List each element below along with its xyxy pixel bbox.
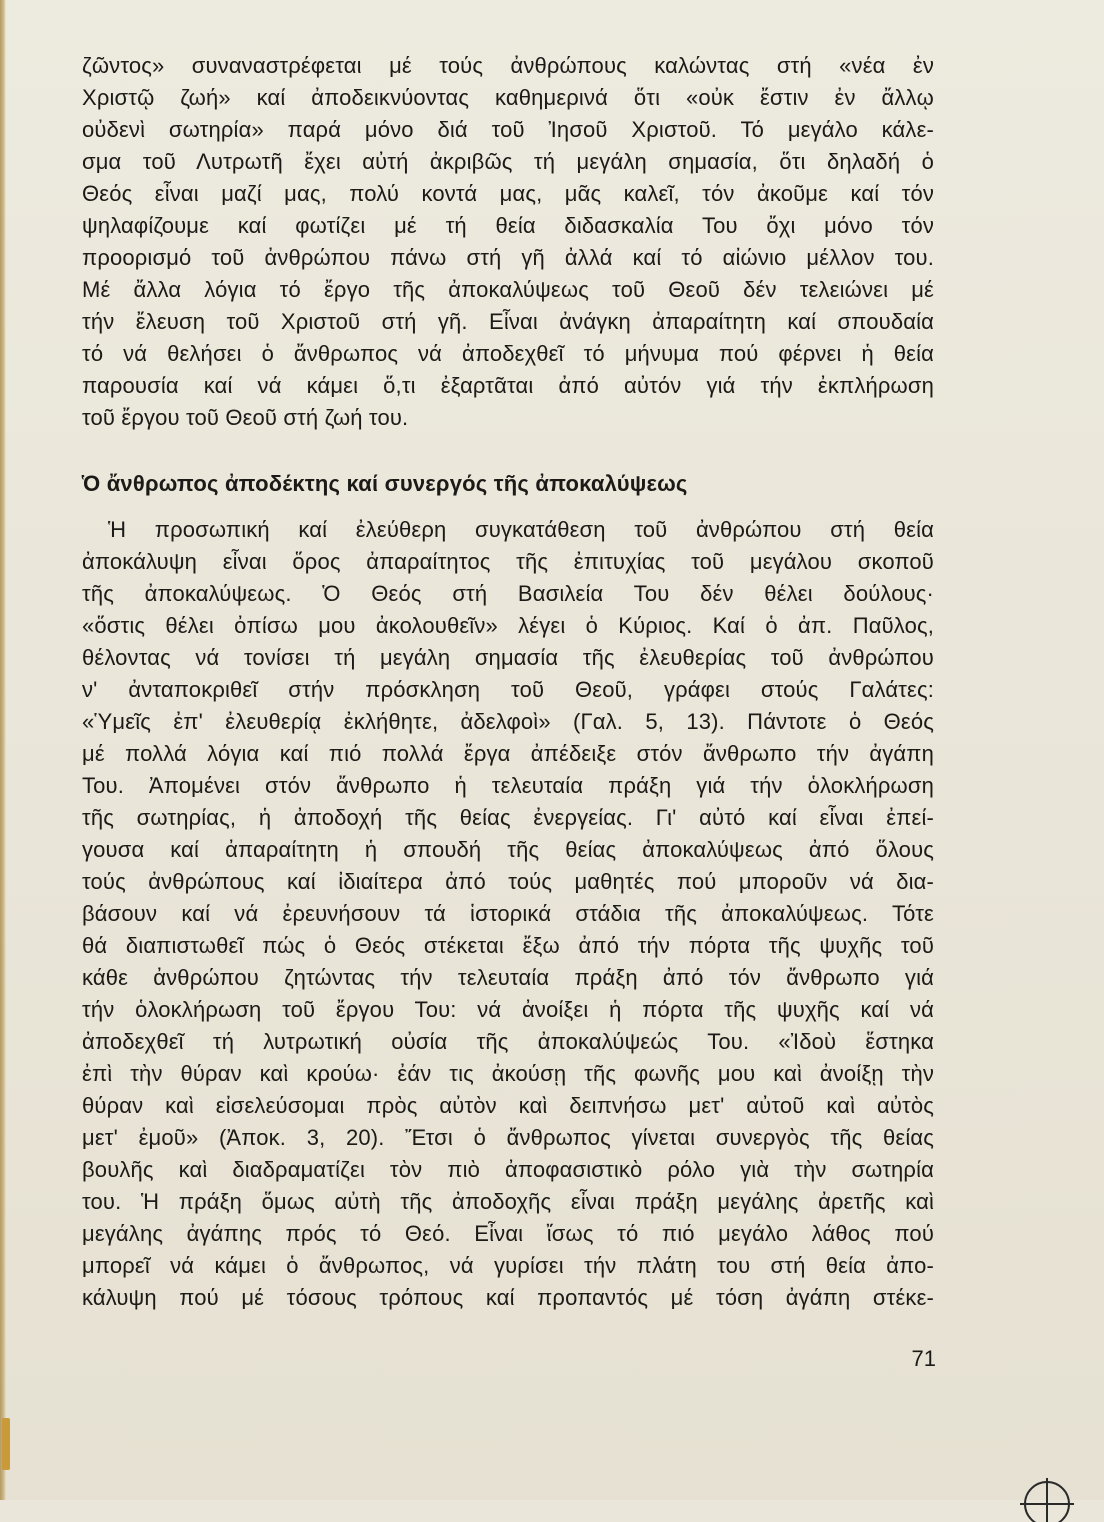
text-line: τῆς ἀποκαλύψεως. Ὁ Θεός στή Βασιλεία Του δέν θέλει δούλους· — [82, 581, 934, 606]
paragraph-main — [82, 514, 934, 1314]
text-line: θύραν καὶ εἰσελεύσομαι πρὸς αὐτὸν καὶ δειπνήσω μετ' αὐτοῦ καὶ αὐτὸς — [82, 1093, 934, 1118]
text-line: κάθε ἀνθρώπου ζητώντας τήν τελευταία πράξη ἀπό τόν ἄνθρωπο γιά — [82, 965, 934, 990]
text-line: βάσουν καί νά ἐρευνήσουν τά ἱστορικά στάδια τῆς ἀποκαλύψεως. Τότε — [82, 901, 934, 926]
text-line: τῆς σωτηρίας, ἡ ἀποδοχή τῆς θείας ἐνεργείας. Γι' αὐτό καί εἶναι ἐπεί- — [82, 805, 934, 830]
section-heading: Ὁ ἄνθρωπος ἀποδέκτης καί συνεργός τῆς ἀποκαλύψεως — [82, 471, 688, 496]
text-line: «Ὑμεῖς ἐπ' ἐλευθερίᾳ ἐκλήθητε, ἀδελφοὶ» (Γαλ. 5, 13). Πάντοτε ὁ Θεός — [82, 709, 934, 734]
text-line: ἀποκάλυψη εἶναι ὅρος ἀπαραίτητος τῆς ἐπιτυχίας τοῦ μεγάλου σκοποῦ — [82, 549, 934, 574]
text-line: παρουσία καί νά κάμει ὅ,τι ἐξαρτᾶται ἀπό αὐτόν γιά τήν ἐκπλήρωση — [82, 373, 934, 398]
text-line: τό νά θελήσει ὁ ἄνθρωπος νά ἀποδεχθεῖ τό μήνυμα πού φέρνει ἡ θεία — [82, 341, 934, 366]
text-line: μετ' ἐμοῦ» (Ἀποκ. 3, 20). Ἔτσι ὁ ἄνθρωπος γίνεται συνεργὸς τῆς θείας — [82, 1125, 934, 1150]
text-line: θέλοντας νά τονίσει τή μεγάλη σημασία τῆς ἐλευθερίας τοῦ ἀνθρώπου — [82, 645, 934, 670]
text-line: ἀποδεχθεῖ τή λυτρωτική οὐσία τῆς ἀποκαλύψεώς Του. «Ἰδοὺ ἕστηκα — [82, 1029, 934, 1054]
text-line: «ὅστις θέλει ὀπίσω μου ἀκολουθεῖν» λέγει ὁ Κύριος. Καί ὁ ἀπ. Παῦλος, — [82, 613, 934, 638]
text-line: του. Ἡ πράξη ὅμως αὐτὴ τῆς ἀποδοχῆς εἶναι πράξη μεγάλης ἀρετῆς καὶ — [82, 1189, 934, 1214]
text-line: τήν ἔλευση τοῦ Χριστοῦ στή γῆ. Εἶναι ἀνάγκη ἀπαραίτητη καί σπουδαία — [82, 309, 934, 334]
text-line: θά διαπιστωθεῖ πώς ὁ Θεός στέκεται ἔξω ἀπό τήν πόρτα τῆς ψυχῆς τοῦ — [82, 933, 934, 958]
page-edge-stain — [2, 1418, 10, 1470]
text-line: ἐπὶ τὴν θύραν καὶ κρούω· ἐάν τις ἀκούσῃ τῆς φωνῆς μου καὶ ἀνοίξῃ τὴν — [82, 1061, 934, 1086]
text-line: τήν ὁλοκλήρωση τοῦ ἔργου Του: νά ἀνοίξει ἡ πόρτα τῆς ψυχῆς καί νά — [82, 997, 934, 1022]
text-line: Ἡ προσωπική καί ἐλεύθερη συγκατάθεση τοῦ ἀνθρώπου στή θεία — [108, 517, 934, 542]
text-line: ν' ἀνταποκριθεῖ στήν πρόσκληση τοῦ Θεοῦ, γράφει στούς Γαλάτες: — [82, 677, 934, 702]
text-line: γουσα καί ἀπαραίτητη ἡ σπουδή τῆς θείας ἀποκαλύψεως ἀπό ὅλους — [82, 837, 934, 862]
text-line: Χριστῷ ζωή» καί ἀποδεικνύοντας καθημερινά ὅτι «οὐκ ἔστιν ἐν ἄλλῳ — [82, 85, 934, 110]
text-line: βουλῆς καὶ διαδραματίζει τὸν πιὸ ἀποφασιστικὸ ρόλο γιὰ τὴν σωτηρία — [82, 1157, 934, 1182]
text-line: οὐδενὶ σωτηρία» παρά μόνο διά τοῦ Ἰησοῦ Χριστοῦ. Τό μεγάλο κάλε- — [82, 117, 934, 142]
text-line: μπορεῖ νά κάμει ὁ ἄνθρωπος, νά γυρίσει τήν πλάτη του στή θεία ἀπο- — [82, 1253, 934, 1278]
text-line: σμα τοῦ Λυτρωτῆ ἔχει αὐτή ἀκριβῶς τή μεγάλη σημασία, ὅτι δηλαδή ὁ — [82, 149, 934, 174]
text-line: μέ πολλά λόγια καί πιό πολλά ἔργα ἀπέδειξε στόν ἄνθρωπο τήν ἀγάπη — [82, 741, 934, 766]
text-line: τούς ἀνθρώπους καί ἰδιαίτερα ἀπό τούς μαθητές πού μποροῦν νά δια- — [82, 869, 934, 894]
text-line: μεγάλης ἀγάπης πρός τό Θεό. Εἶναι ἴσως τό πιό μεγάλο λάθος πού — [82, 1221, 934, 1246]
page-binding-edge — [0, 0, 6, 1500]
text-line: κάλυψη πού μέ τόσους τρόπους καί προπαντός μέ τόση ἀγάπη στέκε- — [82, 1285, 934, 1310]
text-line: τοῦ ἔργου τοῦ Θεοῦ στή ζωή του. — [82, 405, 409, 430]
text-line: Μέ ἄλλα λόγια τό ἔργο τῆς ἀποκαλύψεως τοῦ Θεοῦ δέν τελειώνει μέ — [82, 277, 934, 302]
text-line: προορισμό τοῦ ἀνθρώπου πάνω στή γῆ ἀλλά καί τό αἰώνιο μέλλον του. — [82, 245, 934, 270]
registration-mark-icon — [1014, 1468, 1080, 1522]
text-line: ψηλαφίζουμε καί φωτίζει μέ τή θεία διδασκαλία Του ὄχι μόνο τόν — [82, 213, 934, 238]
text-line: Θεός εἶναι μαζί μας, πολύ κοντά μας, μᾶς καλεῖ, τόν ἀκοῦμε καί τόν — [82, 181, 934, 206]
text-line: Του. Ἀπομένει στόν ἄνθρωπο ἡ τελευταία πράξη γιά τήν ὁλοκλήρωση — [82, 773, 934, 798]
text-line: ζῶντος» συναναστρέφεται μέ τούς ἀνθρώπους καλώντας στή «νέα ἐν — [82, 53, 934, 78]
paragraph-continuation — [82, 50, 934, 434]
page-number: 71 — [911, 1346, 936, 1371]
